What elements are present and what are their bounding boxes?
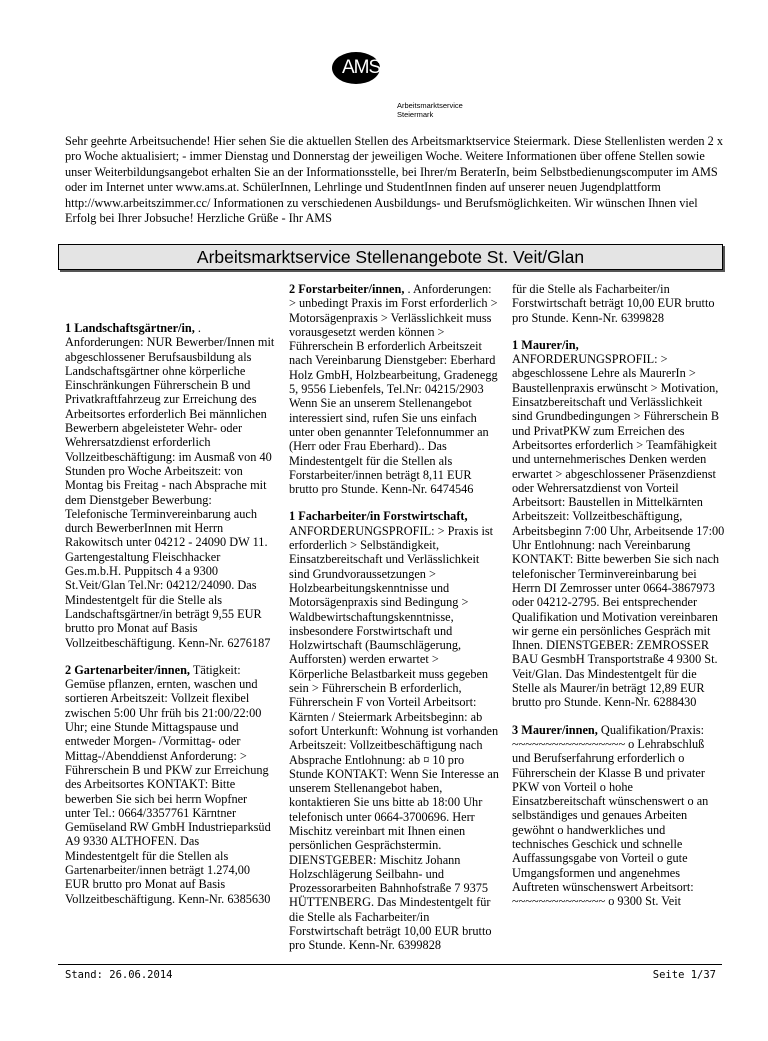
- footer-divider: [58, 964, 722, 965]
- column-3: [512, 282, 725, 1002]
- org-line-1: Arbeitsmarktservice: [397, 101, 463, 110]
- org-line-2: Steiermark: [397, 110, 434, 119]
- org-subtitle: [397, 101, 463, 119]
- job-title: 2 Gartenarbeiter/innen,: [65, 662, 190, 677]
- job-listing: [512, 723, 725, 909]
- job-title: 1 Maurer/in,: [512, 337, 579, 352]
- footer-page-number: Seite 1/37: [652, 969, 716, 981]
- job-description: Qualifikation/Praxis: ~~~~~~~~~~~~~~~~~ o Lehrabschluß und Berufserfahrung erforderlich o Führerschein der Klasse B und privater PKW von Vorteil o hohe Einsatzbereitschaft wünschenswert o an selbständiges und genaues Arbeiten gewöhnt o handwerkliches und technisches Geschick und schnelle Auffassungsgabe von Vorteil o gute Umgangsformen und angenehmes Auftreten wünschenswert Arbeitsort: ~~~~~~~~~~~~~~ o 9300 St. Veit: [512, 722, 709, 909]
- job-listing: [512, 338, 725, 710]
- job-listing: [65, 321, 275, 650]
- job-listing: [289, 282, 500, 496]
- footer-date: Stand: 26.06.2014: [65, 969, 173, 981]
- logo-text: AMS: [342, 57, 381, 78]
- job-listing: [65, 663, 275, 906]
- column-1: [65, 321, 275, 1041]
- job-title: 1 Landschaftsgärtner/in,: [65, 321, 195, 335]
- job-title: 3 Maurer/innen,: [512, 722, 598, 737]
- job-description-continued: für die Stelle als Facharbeiter/in Forstwirtschaft beträgt 10,00 EUR brutto pro Stunde. Kenn-Nr. 6399828: [512, 282, 715, 325]
- page-title-banner: Arbeitsmarktservice Stellenangebote St. Veit/Glan: [58, 244, 723, 270]
- job-listing: [512, 282, 725, 325]
- job-description: ANFORDERUNGSPROFIL: > Praxis ist erforderlich > Selbständigkeit, Einsatzbereitschaft und Verlässlichkeit sind Grundvoraussetzungen > Holzbearbeitungskenntnisse und Motorsägenpraxis sind Bedingung > Waldbewirtschaftungskenntnisse, insbesondere Forstwirtschaft und Holzwirtschaft (Baumschlägerung, Aufforsten) werden erwartet > Körperliche Belastbarkeit muss gegeben sein > Führerschein B erforderlich, Führerschein F von Vorteil Arbeitsort: Kärnten / Steiermark Arbeitsbeginn: ab sofort Unterkunft: Wohnung ist vorhanden Arbeitszeit: Vollzeitbeschäftigung nach Absprache Entlohnung: ab ¤ 10 pro Stunde KONTAKT: Wenn Sie Interesse an unserem Stellenangebot haben, kontaktieren Sie uns bitte ab 18:00 Uhr telefonisch unter 0664-3700696. Herr Mischitz vereinbart mit Ihnen einen persönlichen Gesprächstermin. DIENSTGEBER: Mischitz Johann Holzschlägerung Seilbahn- und Prozessorarbeiten Bahnhofstraße 7 9375 HÜTTENBERG. Das Mindestentgelt für die Stelle als Facharbeiter/in Forstwirtschaft beträgt 10,00 EUR brutto pro Stunde. Kenn-Nr. 6399828: [289, 523, 499, 953]
- ams-logo: [330, 48, 410, 92]
- intro-paragraph: Sehr geehrte Arbeitsuchende! Hier sehen Sie die aktuellen Stellen des Arbeitsmarktservice Steiermark. Diese Stellenlisten werden 2 x pro Woche aktualisiert; - immer Dienstag und Donnerstag der jeweiligen Woche. Weitere Informationen über offene Stellen sowie unser Weiterbildungsangebot erhalten Sie an der Informationsstelle, bei Ihrer/m BeraterIn, beim Selbstbedienungscomputer im AMS oder im Internet unter www.ams.at. SchülerInnen, Lehrlinge und StudentInnen finden auf unserer neuen Jugendplattform http://www.arbeitszimmer.cc/ Informationen zu verschiedenen Ausbildungs- und Berufsmöglichkeiten. Wir wünschen Ihnen viel Erfolg bei Ihrer Jobsuche! Herzliche Grüße - Ihr AMS: [65, 134, 724, 226]
- column-2: [289, 282, 500, 1002]
- job-title: 1 Facharbeiter/in Forstwirtschaft,: [289, 509, 468, 524]
- job-description: ANFORDERUNGSPROFIL: > abgeschlossene Lehre als MaurerIn > Baustellenpraxis erwünscht > Motivation, Einsatzbereitschaft und Verlässlichkeit sind Grundbedingungen > Führerschein B und PrivatPKW zum Erreichen des Arbeitsortes erforderlich > Teamfähigkeit und unternehmerisches Denken werden erwartet > abgeschlossener Präsenzdienst oder Wehrersatzdienst von Vorteil Arbeitsort: Baustellen in Mittelkärnten Arbeitszeit: Vollzeitbeschäftigung, Arbeitsbeginn 7:00 Uhr, Arbeitsende 17:00 Uhr Entlohnung: nach Vereinbarung KONTAKT: Bitte bewerben Sie sich nach telefonischer Terminvereinbarung bei Herrn DI Zemrosser unter 0664-3867973 oder 04212-2795. Bei entsprechender Qualifikation und Motivation vereinbaren wir gerne ein persönliches Gespräch mit Ihnen. DIENSTGEBER: ZEMROSSER BAU GesmbH Transportstraße 4 9300 St. Veit/Glan. Das Mindestentgelt für die Stelle als Maurer/in beträgt 12,89 EUR brutto pro Stunde. Kenn-Nr. 6288430: [512, 352, 725, 710]
- job-description: Tätigkeit: Gemüse pflanzen, ernten, waschen und sortieren Arbeitszeit: Vollzeit flexibel zwischen 5:00 Uhr früh bis 21:00/22:00 Uhr; eine Stunde Mittagspause und entweder Morgen- /Vormittag- oder Mittag-/Abenddienst Anforderung: > Führerschein B und PKW zur Erreichung des Arbeitsortes KONTAKT: Bitte bewerben Sie sich bei herrn Wopfner unter Tel.: 0664/3357761 Kärntner Gemüseland RW GmbH Industrieparksüd A9 9330 ALTHOFEN. Das Mindestentgelt für die Stellen als Gartenarbeiter/innen beträgt 1.274,00 EUR brutto pro Monat auf Basis Vollzeitbeschäftigung. Kenn-Nr. 6385630: [65, 662, 271, 906]
- job-description: . Anforderungen: > unbedingt Praxis im Forst erforderlich > Motorsägenpraxis > Verlässlichkeit muss vorausgesetzt werden können > Führerschein B erforderlich Arbeitszeit nach Vereinbarung Dienstgeber: Eberhard Holz GmbH, Holzbearbeitung, Gradenegg 5, 9556 Liebenfels, Tel.Nr: 04215/2903 Wenn Sie an unserem Stellenangebot interessiert sind, rufen Sie uns einfach unter oben genannter Telefonnummer an (Herr oder Frau Eberhard).. Das Mindestentgelt für die Stellen als Forstarbeiter/innen beträgt 8,11 EUR brutto pro Stunde. Kenn-Nr. 6474546: [289, 282, 498, 497]
- job-description: . Anforderungen: NUR Bewerber/Innen mit abgeschlossener Berufsausbildung als Landschaftsgärtner ohne körperliche Einschränkungen Führerschein B und Privatkraftfahrzeug zur Erreichung des Arbeitsortes erforderlich Bei männlichen Bewerbern abgeleisteter Wehr- oder Wehrersatzdienst erforderlich Vollzeitbeschäftigung: im Ausmaß von 40 Stunden pro Woche Arbeitszeit: von Montag bis Freitag - nach Absprache mit dem Dienstgeber Bewerbung: Telefonische Terminvereinbarung auch durch BewerberInnen mit Herrn Rakowitsch unter 04212 - 24090 DW 11. Gartengestaltung Fleischhacker Ges.m.b.H. Puppitsch 4 a 9300 St.Veit/Glan Tel.Nr: 04212/24090. Das Mindestentgelt für die Stelle als Landschaftsgärtner/in beträgt 9,55 EUR brutto pro Monat auf Basis Vollzeitbeschäftigung. Kenn-Nr. 6276187: [65, 321, 275, 650]
- job-title: 2 Forstarbeiter/innen,: [289, 282, 405, 296]
- job-listing: [289, 509, 500, 952]
